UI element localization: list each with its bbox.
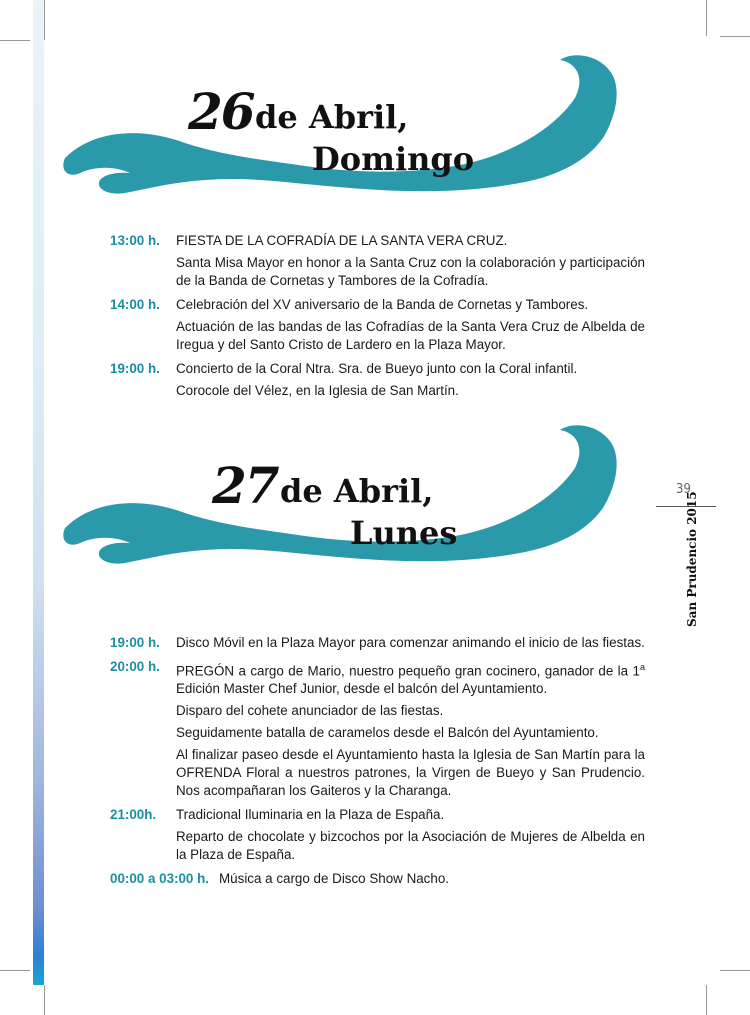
crop-mark <box>706 0 707 36</box>
event-detail: Al finalizar paseo desde el Ayuntamiento hasta la Iglesia de San Martín para la OFRENDA Floral a nuestros patrones, la Virgen de Bueyo y San Prudencio. Nos acompañaran los Gaiteros y la Charanga. <box>176 747 645 799</box>
event-row <box>110 634 645 652</box>
event-row <box>110 806 645 824</box>
day2-number: 27 <box>212 456 278 515</box>
side-title: San Prudencio 2015 <box>685 491 699 627</box>
event-row <box>110 296 645 314</box>
page-number: 39 <box>676 482 691 497</box>
event-title-part: PREGÓN a cargo de Mario, nuestro pequeño gran cocinero, ganador de la 1 <box>176 663 640 679</box>
event-detail: Actuación de las bandas de las Cofradías de la Santa Vera Cruz de Albelda de Iregua y del Santo Cristo de Lardero en la Plaza Mayor. <box>176 319 645 352</box>
crop-mark <box>0 970 30 971</box>
event-title: Disco Móvil en la Plaza Mayor para comenzar animando el inicio de las fiestas. <box>176 635 645 650</box>
day2-weekday: Lunes <box>350 514 458 552</box>
event-detail: Seguidamente batalla de caramelos desde el Balcón del Ayuntamiento. <box>176 725 599 741</box>
event-time: 00:00 a 03:00 h. <box>110 871 210 887</box>
event-title: FIESTA DE LA COFRADÍA DE LA SANTA VERA CRUZ. <box>176 233 508 248</box>
event-title: Tradicional Iluminaria en la Plaza de España. <box>176 807 445 823</box>
day1-schedule <box>110 232 645 404</box>
day1-number: 26 <box>188 82 254 141</box>
event-detail: Disparo del cohete anunciador de las fiestas. <box>176 703 444 719</box>
day1-month: de Abril, <box>255 98 409 136</box>
event-time: 14:00 h. <box>110 297 160 312</box>
day2-month: de Abril, <box>280 472 434 510</box>
superscript: a <box>639 662 645 672</box>
event-detail: Santa Misa Mayor en honor a la Santa Cruz con la colaboración y participación de la Banda de Cornetas y Tambores de la Cofradía. <box>176 255 645 288</box>
event-time: 21:00h. <box>110 807 157 823</box>
crop-mark <box>0 40 30 41</box>
event-row <box>110 232 645 250</box>
event-detail: Corocole del Vélez, en la Iglesia de San Martín. <box>176 383 459 398</box>
event-time: 19:00 h. <box>110 361 160 376</box>
event-time: 19:00 h. <box>110 635 160 650</box>
left-color-bar <box>33 0 44 985</box>
event-title: Música a cargo de Disco Show Nacho. <box>219 871 449 887</box>
event-row <box>110 870 645 888</box>
event-title: Celebración del XV aniversario de la Banda de Cornetas y Tambores. <box>176 297 589 312</box>
event-title: Concierto de la Coral Ntra. Sra. de Bueyo junto con la Coral infantil. <box>176 361 578 376</box>
crop-mark <box>720 36 750 37</box>
crop-mark <box>44 985 45 1015</box>
event-row <box>110 360 645 378</box>
event-title <box>176 658 645 698</box>
event-detail: Reparto de chocolate y bizcochos por la Asociación de Mujeres de Albelda en la Plaza de España. <box>176 829 645 863</box>
event-time: 20:00 h. <box>110 659 160 674</box>
day2-schedule <box>110 634 645 892</box>
day1-weekday: Domingo <box>312 140 475 178</box>
crop-mark <box>720 970 750 971</box>
event-row <box>110 658 645 698</box>
event-time: 13:00 h. <box>110 233 160 248</box>
event-title-part: Edición Master Chef Junior, desde el balcón del Ayuntamiento. <box>176 681 548 697</box>
crop-mark <box>44 0 45 40</box>
crop-mark <box>706 985 707 1015</box>
